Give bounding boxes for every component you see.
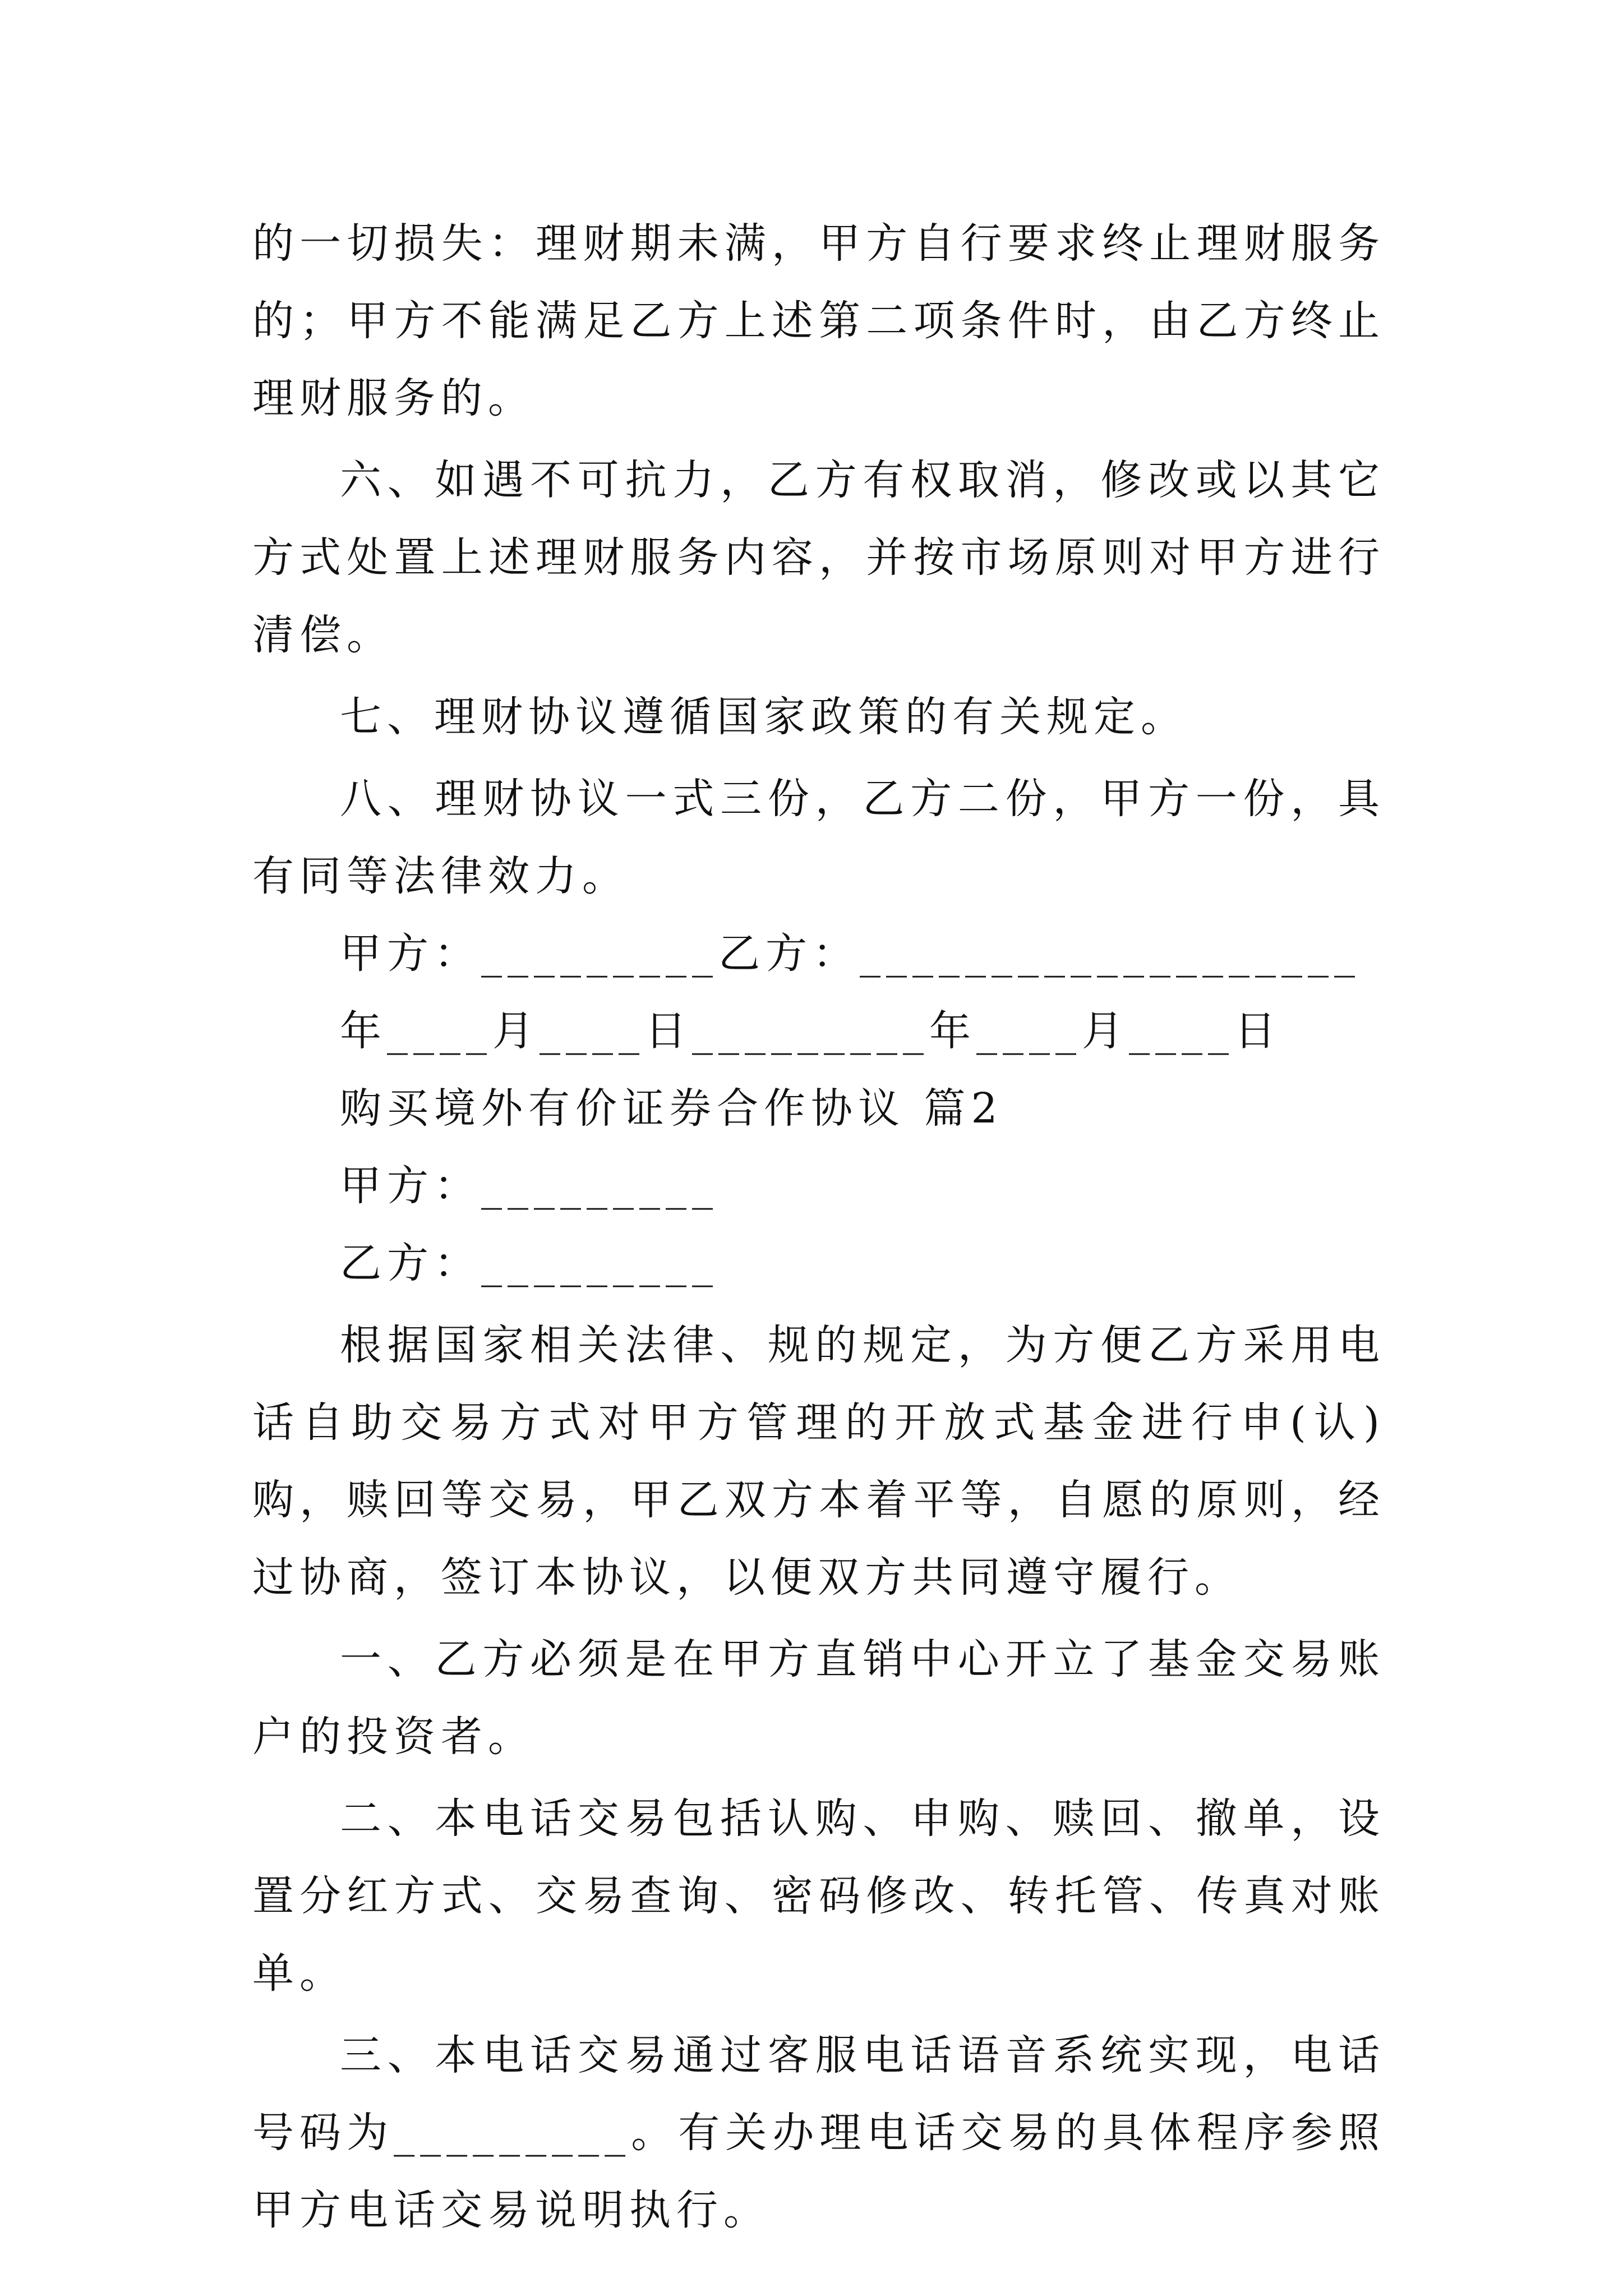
section-heading: 购买境外有价证券合作协议 篇2 bbox=[340, 1084, 1003, 1133]
party-b-line: 乙方：_________ bbox=[340, 1239, 718, 1287]
paragraph-loss-clause: 的一切损失：理财期未满，甲方自行要求终止理财服务的；甲方不能满足乙方上述第二项条件时，由乙方终止理财服务的。 bbox=[252, 219, 1385, 422]
signature-line: 甲方：_________乙方：___________________ bbox=[340, 930, 1361, 978]
paragraph-clause-2: 二、本电话交易包括认购、申购、赎回、撤单，设置分红方式、交易查询、密码修改、转托管、传真对账单。 bbox=[252, 1795, 1385, 1998]
party-a-line: 甲方：_________ bbox=[340, 1162, 718, 1210]
paragraph-policy: 七、理财协议遵循国家政策的有关规定。 bbox=[340, 693, 1188, 741]
paragraph-copies: 八、理财协议一式三份，乙方二份，甲方一份，具有同等法律效力。 bbox=[252, 775, 1385, 900]
document-body bbox=[252, 205, 1385, 2249]
paragraph-clause-3: 三、本电话交易通过客服电话语音系统实现，电话号码为_________。有关办理电话交易的具体程序参照甲方电话交易说明执行。 bbox=[252, 2031, 1385, 2234]
paragraph-preamble: 根据国家相关法律、规的规定，为方便乙方采用电话自助交易方式对甲方管理的开放式基金进行申(认)购，赎回等交易，甲乙双方本着平等，自愿的原则，经过协商，签订本协议，以便双方共同遵守履行。 bbox=[252, 1321, 1385, 1602]
date-line: 年____月____日_________年____月____日 bbox=[340, 1007, 1281, 1055]
paragraph-force-majeure: 六、如遇不可抗力，乙方有权取消，修改或以其它方式处置上述理财服务内容，并按市场原则对甲方进行清偿。 bbox=[252, 456, 1385, 659]
paragraph-clause-1: 一、乙方必须是在甲方直销中心开立了基金交易账户的投资者。 bbox=[252, 1635, 1385, 1761]
